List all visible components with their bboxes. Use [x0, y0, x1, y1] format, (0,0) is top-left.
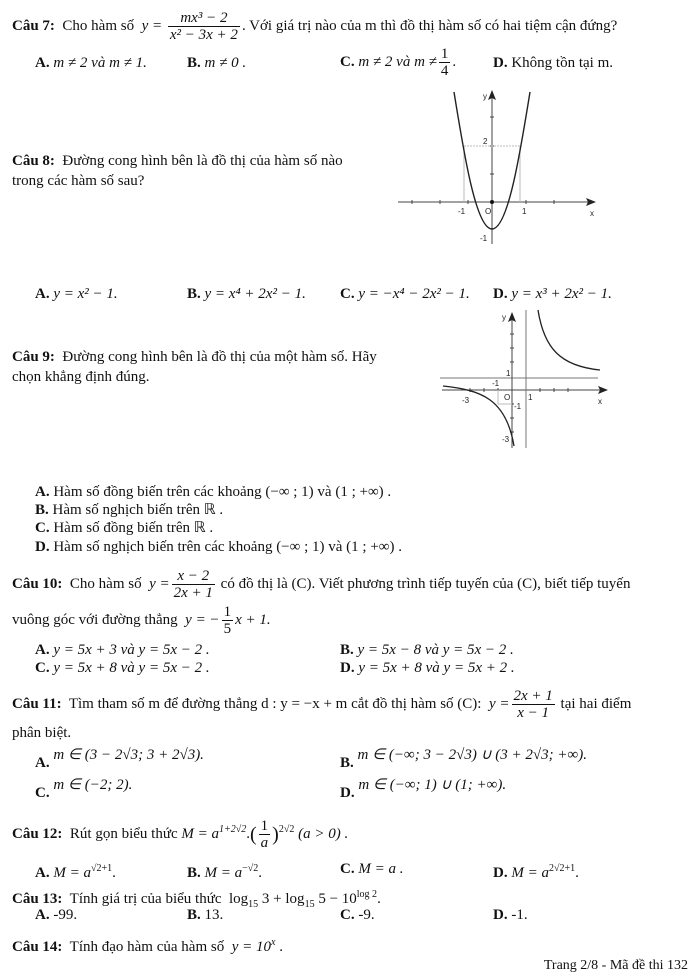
tick-label: -1 — [514, 402, 522, 411]
tick-label: 1 — [522, 207, 527, 216]
option-b[interactable]: B. m ≠ 0 . — [187, 55, 247, 71]
option-c[interactable]: C. y = −x⁴ − 2x² − 1. — [340, 286, 470, 302]
option-a[interactable]: A. y = 5x + 3 và y = 5x − 2 . — [35, 642, 210, 658]
question-11-line2: phân biệt. — [12, 725, 72, 741]
option-d[interactable]: D. $M = a^{2√2+1}$. — [493, 863, 579, 881]
tick-label: 2 — [483, 137, 488, 146]
option-d[interactable]: D. Không tồn tại m. — [493, 55, 614, 71]
question-9: Câu 9: Đường cong hình bên là đồ thị của một hàm số. Hãy — [12, 349, 377, 365]
origin-label: O — [504, 393, 511, 402]
option-b[interactable]: B. $M = a^{-√2}$. — [187, 863, 263, 881]
option-b[interactable]: B. y = x⁴ + 2x² − 1. — [187, 286, 306, 302]
tick-label: 1 — [506, 369, 511, 378]
option-a[interactable]: A. -99. — [35, 907, 78, 923]
x-axis-label: x — [590, 209, 594, 218]
tick-label: -3 — [462, 396, 470, 405]
fraction: $\frac{\text{mx³ − 2}}{\text{x² − 3x + 2}}$ — [169, 10, 238, 43]
question-text: . Với giá trị nào của m thì đồ thị hàm số có hai tiệm cận đứng? — [241, 17, 618, 34]
option-b[interactable]: B. y = 5x − 8 và y = 5x − 2 . — [340, 642, 514, 658]
question-7 — [12, 10, 617, 43]
origin-label: O — [485, 207, 492, 216]
question-8: Câu 8: Đường cong hình bên là đồ thị của hàm số nào — [12, 153, 343, 169]
option-d[interactable]: D. m ∈ (−∞; 1) ∪ (1; +∞). — [340, 777, 507, 801]
hyperbola-graph — [440, 308, 610, 450]
option-c[interactable]: C. m ∈ (−2; 2). — [35, 777, 133, 801]
parabola-graph — [392, 84, 604, 246]
question-label: Câu 7: — [12, 17, 55, 34]
page-footer: Trang 2/8 - Mã đề thi 132 — [543, 958, 688, 973]
option-c[interactable]: C. y = 5x + 8 và y = 5x − 2 . — [35, 660, 210, 676]
option-c[interactable]: C. m ≠ 2 và m ≠ $\frac{1}{4}$ . — [340, 46, 457, 79]
y-axis-label: y — [483, 92, 487, 101]
y-axis-label: y — [502, 313, 506, 322]
question-10-line2: vuông góc với đường thẳng y = − $\frac{1}{5}$ x + 1. — [12, 604, 271, 637]
question-11: Câu 11: Tìm tham số m để đường thẳng d : y = −x + m cắt đồ thị hàm số (C): y = $\frac{2x + 1}{x - 1}$ tại hai điểm — [12, 688, 632, 721]
question-14: Câu 14: Tính đạo hàm của hàm số $y = 10^x$ . — [12, 937, 283, 955]
tick-label: 1 — [528, 393, 533, 402]
option-a[interactable]: A. Hàm số đồng biến trên các khoảng (−∞ ; 1) và (1 ; +∞) . — [35, 484, 392, 500]
option-d[interactable]: D. Hàm số nghịch biến trên các khoảng (−∞ ; 1) và (1 ; +∞) . — [35, 539, 402, 555]
option-b[interactable]: B. Hàm số nghịch biến trên ℝ . — [35, 502, 224, 518]
question-text: Cho hàm số — [62, 17, 135, 34]
option-a[interactable]: A. m ≠ 2 và m ≠ 1. — [35, 55, 147, 71]
option-b[interactable]: B. m ∈ (−∞; 3 − 2√3) ∪ (3 + 2√3; +∞). — [340, 747, 587, 771]
option-a[interactable]: A. $M = a^{√2+1}$. — [35, 863, 116, 881]
option-d[interactable]: D. -1. — [493, 907, 528, 923]
option-a[interactable]: A. m ∈ (3 − 2√3; 3 + 2√3). — [35, 747, 204, 771]
question-9-line2: chọn khẳng định đúng. — [12, 369, 150, 385]
tick-label: -3 — [502, 435, 510, 444]
x-axis-label: x — [598, 397, 602, 406]
option-c[interactable]: C. M = a . — [340, 861, 404, 877]
option-c[interactable]: C. Hàm số đồng biến trên ℝ . — [35, 520, 214, 536]
option-d[interactable]: D. y = 5x + 8 và y = 5x + 2 . — [340, 660, 515, 676]
option-c[interactable]: C. -9. — [340, 907, 375, 923]
option-d[interactable]: D. y = x³ + 2x² − 1. — [493, 286, 612, 302]
question-12: Câu 12: Rút gọn biểu thức $M = a^{1+2√2}$.( $\frac{1}{a}$ )$^{2√2}$ (a > 0) . — [12, 818, 349, 851]
tick-label: -1 — [458, 207, 466, 216]
tick-label: -1 — [492, 379, 500, 388]
question-13: Câu 13: Tính giá trị của biểu thức $\log_{15} 3 + \log_{15} 5 - 10^{log 2}$. — [12, 889, 381, 910]
formula: y = — [141, 17, 163, 34]
question-8-line2: trong các hàm số sau? — [12, 173, 145, 189]
tick-label: -1 — [480, 234, 488, 243]
option-a[interactable]: A. y = x² − 1. — [35, 286, 118, 302]
question-10: Câu 10: Cho hàm số y = $\frac{x - 2}{2x + 1}$ có đồ thị là (C). Viết phương trình tiếp tuyến của (C), biết tiếp tuyến — [12, 568, 631, 601]
option-b[interactable]: B. 13. — [187, 907, 224, 923]
